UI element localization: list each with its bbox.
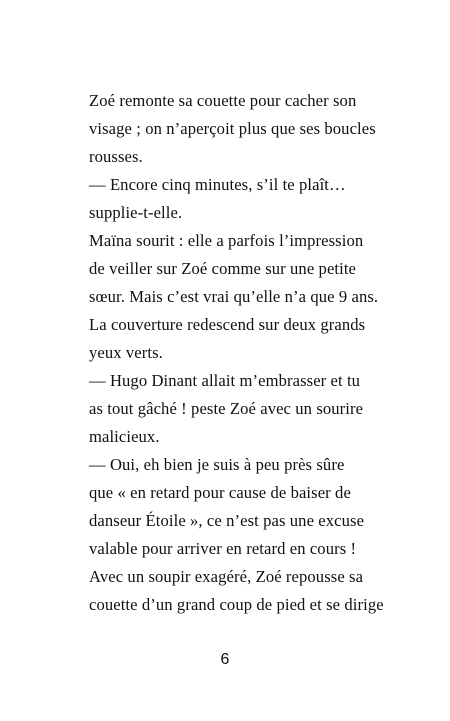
text-line: supplie-t-elle. (89, 203, 183, 222)
text-line: danseur Étoile », ce n’est pas une excuse (89, 511, 365, 530)
text-line: valable pour arriver en retard en cours ! (89, 539, 357, 558)
text-line: — Encore cinq minutes, s’il te plaît… (89, 175, 346, 194)
page-number: 6 (220, 651, 230, 668)
text-line: Avec un soupir exagéré, Zoé repousse sa (89, 567, 364, 586)
text-line: sœur. Mais c’est vrai qu’elle n’a que 9 ans. (89, 287, 379, 306)
text-line: visage ; on n’aperçoit plus que ses boucles (89, 119, 376, 138)
text-line: — Oui, eh bien je suis à peu près sûre (89, 455, 345, 474)
text-line: Maïna sourit : elle a parfois l’impression (89, 231, 364, 250)
text-line: de veiller sur Zoé comme sur une petite (89, 259, 357, 278)
text-line: yeux verts. (89, 343, 163, 362)
text-line: — Hugo Dinant allait m’embrasser et tu (89, 371, 361, 390)
text-line: La couverture redescend sur deux grands (89, 315, 366, 334)
text-line: as tout gâché ! peste Zoé avec un sourire (89, 399, 364, 418)
text-line: rousses. (89, 147, 143, 166)
text-line: Zoé remonte sa couette pour cacher son (89, 91, 357, 110)
text-line: malicieux. (89, 427, 160, 446)
text-line: que « en retard pour cause de baiser de (89, 483, 351, 502)
text-line: couette d’un grand coup de pied et se dirige (89, 595, 384, 614)
